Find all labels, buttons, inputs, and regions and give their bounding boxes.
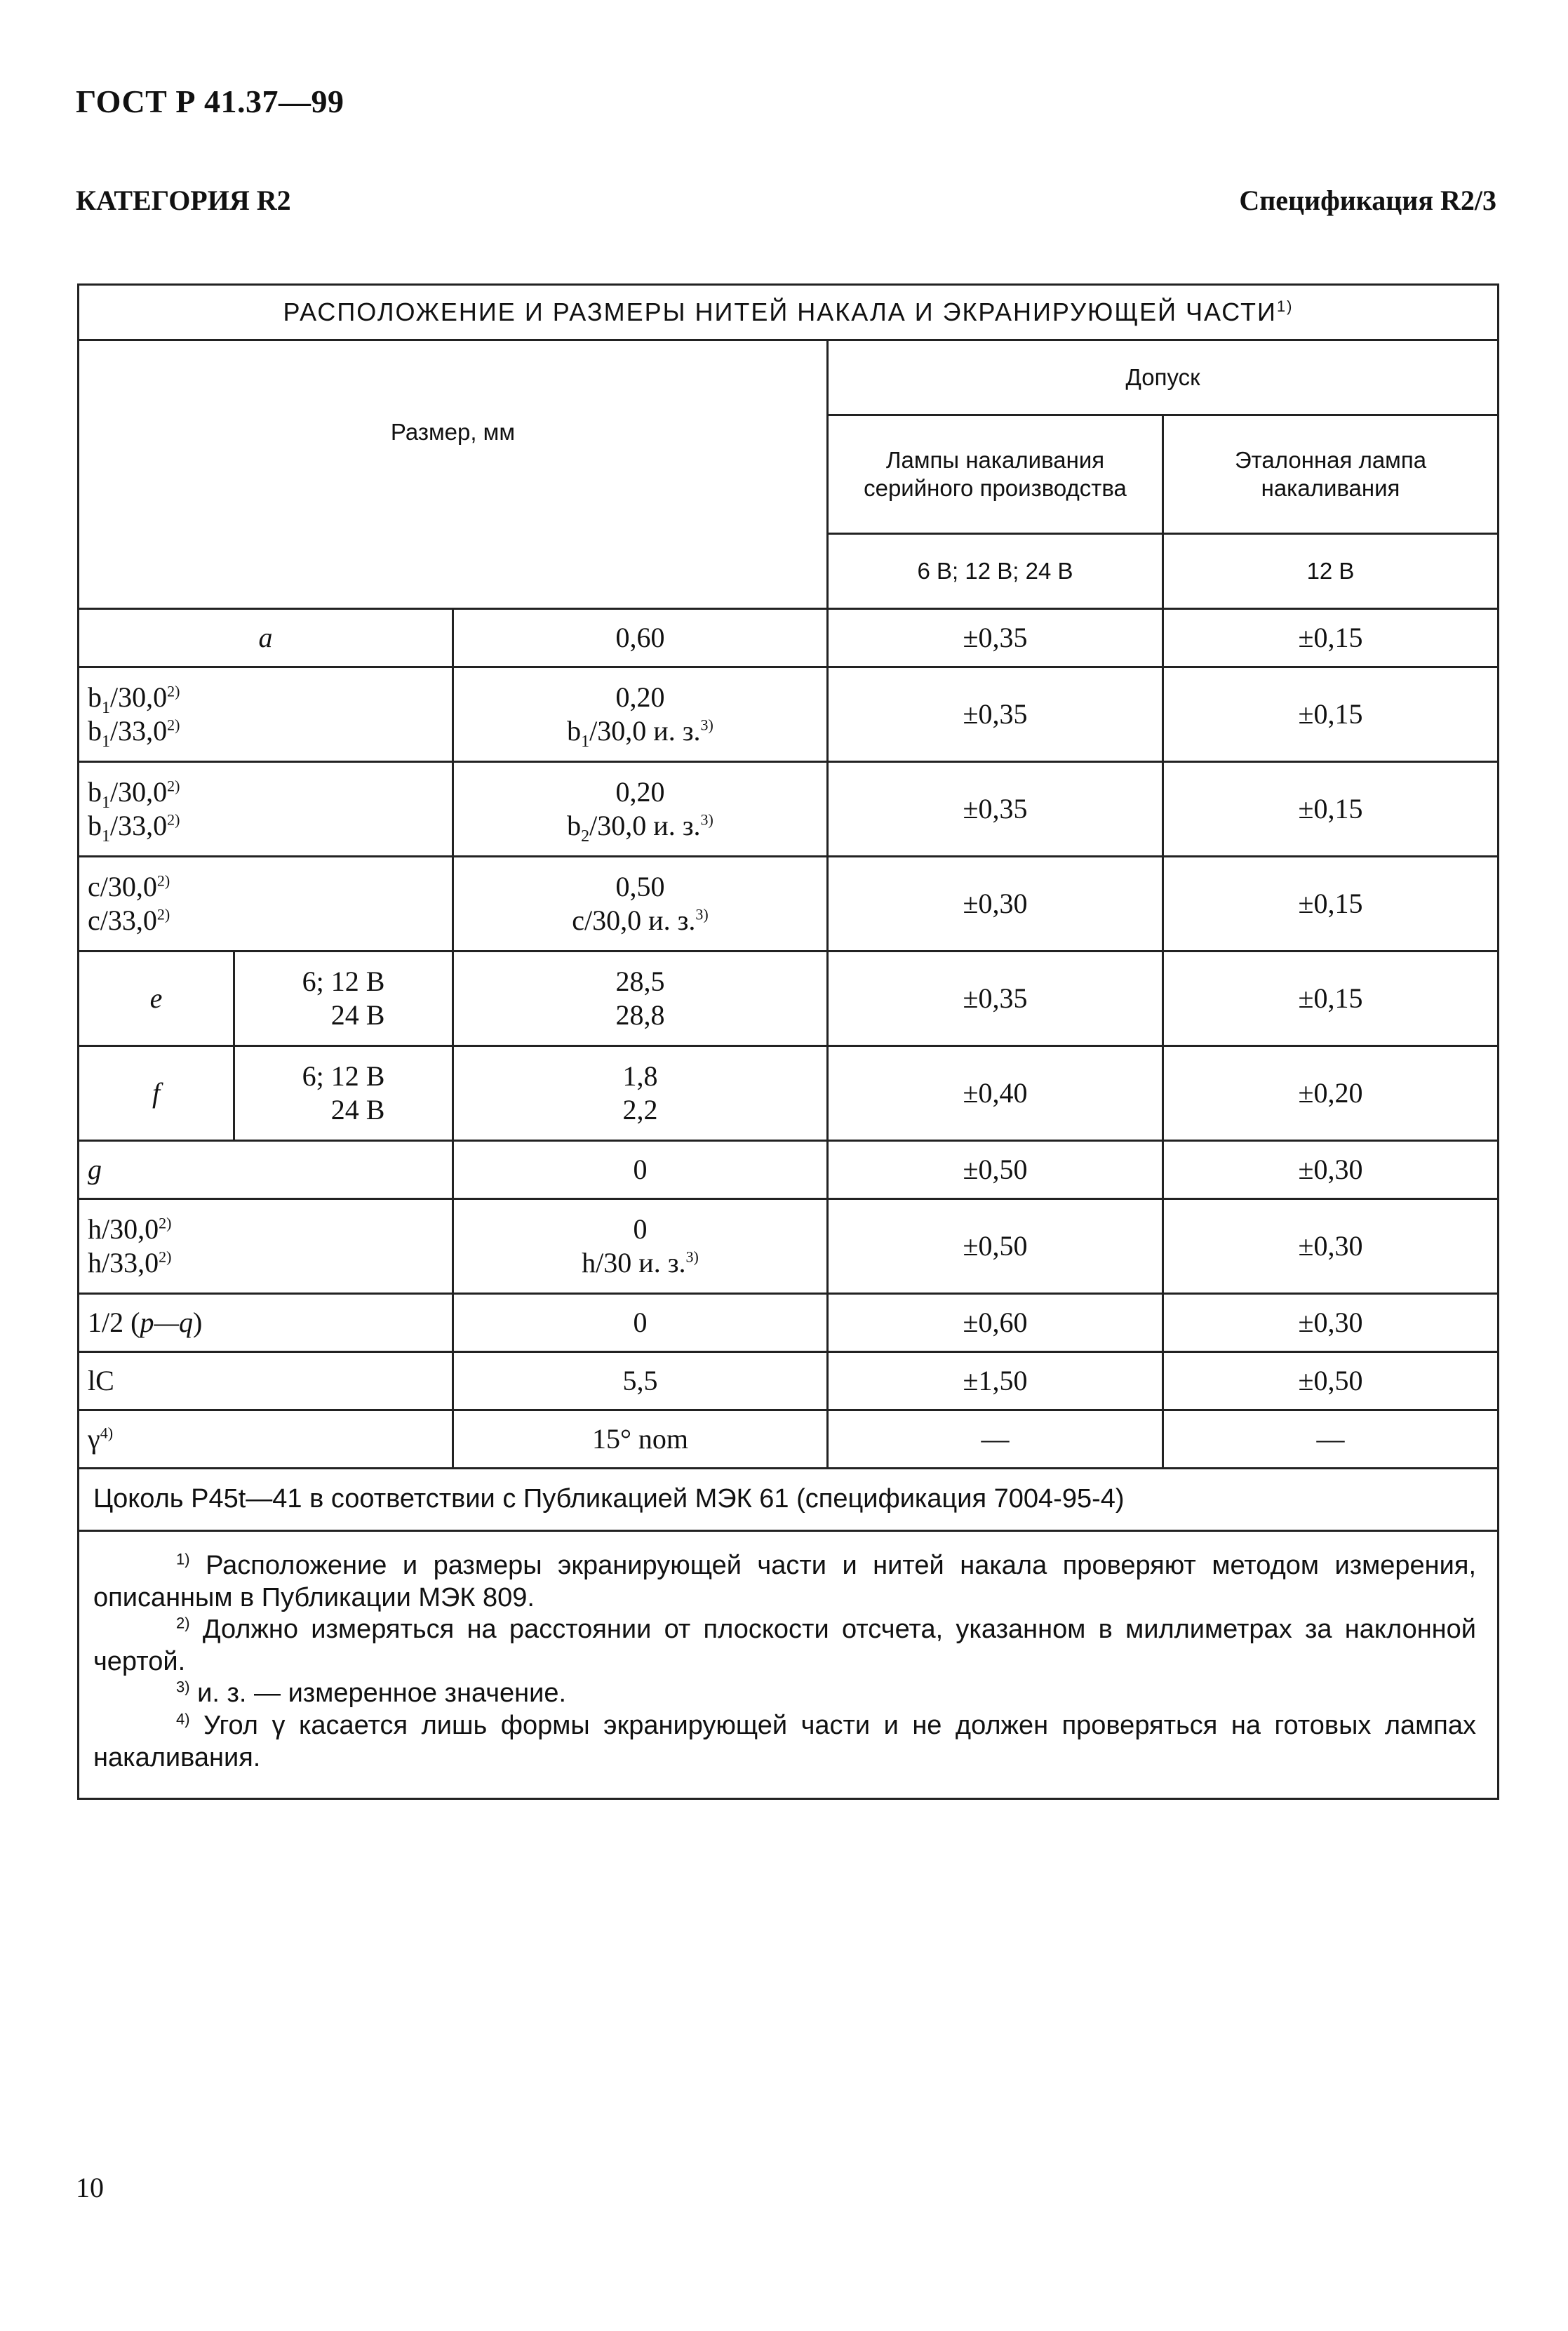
page-number: 10 [76,2172,104,2203]
tolerance-reference: — [1163,1410,1499,1469]
tolerance-serial: ±0,50 [828,1141,1163,1199]
dimension-value: 0,50 c/30,0 и. з.$^{3)}$ [453,857,828,951]
table-row [79,762,1499,857]
specification-heading: Спецификация R2/3 [1239,185,1496,216]
table-row [79,609,1499,667]
tolerance-serial: ±0,30 [828,857,1163,951]
dimension-label: h/30,0$^{2)}$ h/33,0$^{2)}$ [79,1199,453,1294]
dimension-value: 0 h/30 и. з.$^{3)}$ [453,1199,828,1294]
dimension-value: 0 [453,1294,828,1352]
dimension-value: 5,5 [453,1352,828,1410]
tolerance-reference: ±0,15 [1163,609,1499,667]
footnote: $^{3)}$ и. з. — измеренное значение. [176,1678,567,1709]
footnote: $^{2)}$ Должно измеряться на расстоянии от плоскости отсчета, указанном в миллиметрах за наклонной чертой. [93,1614,1477,1676]
tolerance-serial: ±0,35 [828,951,1163,1046]
dimension-label: e [79,951,234,1046]
table-row [79,857,1499,951]
tolerance-reference: ±0,50 [1163,1352,1499,1410]
header-size-mm: Размер, мм [79,340,828,609]
dimension-value: 28,5 28,8 [453,951,828,1046]
footnotes [79,1531,1499,1799]
table-title: РАСПОЛОЖЕНИЕ И РАЗМЕРЫ НИТЕЙ НАКАЛА И ЭКРАНИРУЮЩЕЙ ЧАСТИ$^{1)}$ [79,285,1499,340]
dimension-label: 1/2 (p—q) [79,1294,453,1352]
table-row [79,1141,1499,1199]
dimension-label: $b_1/30,0^{2)}$ $b_1/33,0^{2)}$ [79,762,453,857]
standard-number: ГОСТ Р 41.37—99 [76,84,344,119]
footnote: $^{1)}$ Расположение и размеры экранирующей части и нитей накала проверяют методом измерения, описанным в Публикации МЭК 809. [93,1550,1477,1612]
table-row [79,1294,1499,1352]
tolerance-serial: ±0,35 [828,609,1163,667]
header-serial-voltage: 6 В; 12 В; 24 В [828,534,1163,609]
dimension-label: $b_1/30,0^{2)}$ $b_1/33,0^{2)}$ [79,667,453,762]
tolerance-serial: ±0,35 [828,762,1163,857]
voltage-cell: 6; 12 В 24 В [234,951,453,1046]
dimension-label: f [79,1046,234,1141]
tolerance-serial: ±0,35 [828,667,1163,762]
dimension-label: $\gamma^{4)}$ [79,1410,453,1469]
lamp-base-note: Цоколь P45t—41 в соответствии с Публикацией МЭК 61 (спецификация 7004-95-4) [79,1469,1499,1531]
tolerance-serial: ±0,50 [828,1199,1163,1294]
tolerance-serial: ±0,40 [828,1046,1163,1141]
tolerance-serial: ±0,60 [828,1294,1163,1352]
dimension-label: g [79,1141,453,1199]
filament-dimensions-table [77,283,1499,1800]
tolerance-reference: ±0,15 [1163,667,1499,762]
dimension-label: lC [79,1352,453,1410]
tolerance-reference: ±0,20 [1163,1046,1499,1141]
dimension-value: 0,60 [453,609,828,667]
tolerance-reference: ±0,30 [1163,1199,1499,1294]
tolerance-reference: ±0,15 [1163,762,1499,857]
header-reference-lamp: Эталонная лампа накаливания [1163,415,1499,533]
header-tolerance: Допуск [828,340,1499,415]
dimension-label: a [79,609,453,667]
dimension-value: 0,20 $b_1/30,0$ и. з.$^{3)}$ [453,667,828,762]
dimension-value: 1,8 2,2 [453,1046,828,1141]
dimension-value: 0,20 $b_2/30,0$ и. з.$^{3)}$ [453,762,828,857]
table-row [79,1352,1499,1410]
table-row [79,1046,1499,1141]
tolerance-serial: ±1,50 [828,1352,1163,1410]
dimension-label: c/30,0$^{2)}$ c/33,0$^{2)}$ [79,857,453,951]
table-row [79,667,1499,762]
dimension-value: 15° nom [453,1410,828,1469]
header-serial-lamps: Лампы накаливания серийного производства [828,415,1163,533]
tolerance-reference: ±0,30 [1163,1294,1499,1352]
table-row [79,1199,1499,1294]
voltage-cell: 6; 12 В 24 В [234,1046,453,1141]
tolerance-reference: ±0,30 [1163,1141,1499,1199]
header-reference-voltage: 12 В [1163,534,1499,609]
table-row [79,1410,1499,1469]
tolerance-reference: ±0,15 [1163,951,1499,1046]
category-heading: КАТЕГОРИЯ R2 [76,185,291,216]
tolerance-reference: ±0,15 [1163,857,1499,951]
tolerance-serial: — [828,1410,1163,1469]
footnote: $^{4)}$ Угол γ касается лишь формы экранирующей части и не должен проверяться на готовых лампах накаливания. [93,1710,1477,1772]
table-row [79,951,1499,1046]
dimension-value: 0 [453,1141,828,1199]
